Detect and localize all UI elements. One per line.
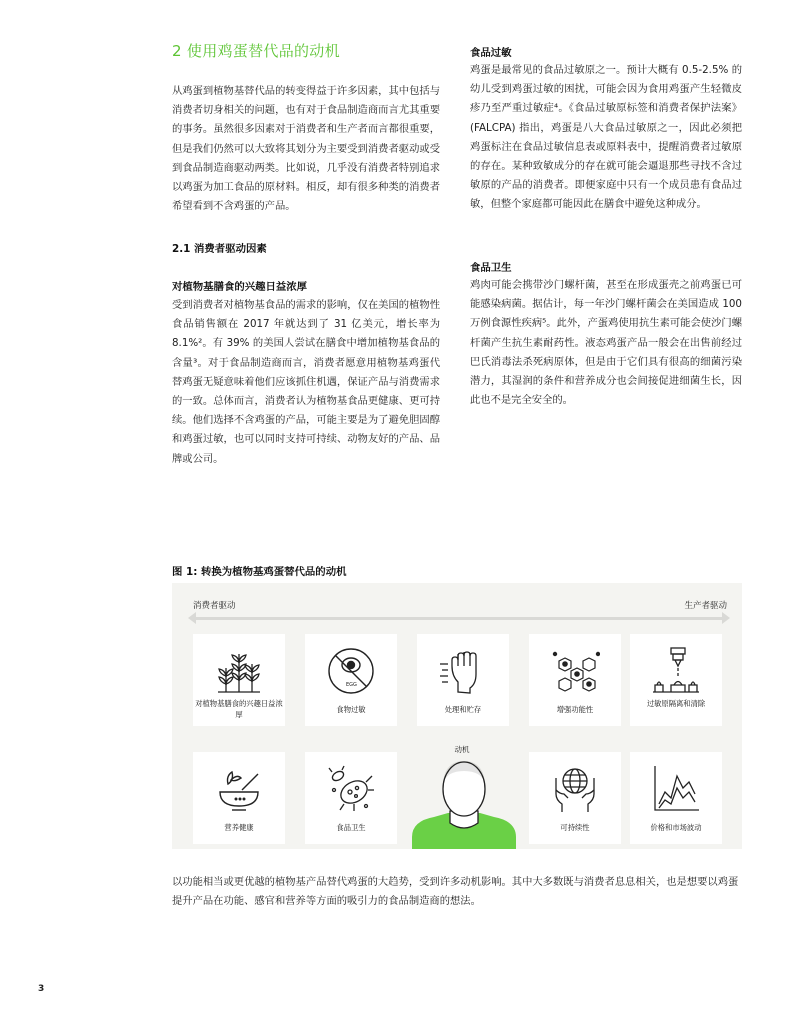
card-plant-diet — [193, 634, 285, 726]
card-label: 处理和贮存 — [444, 705, 482, 714]
card-allergen-separation — [630, 634, 722, 726]
plant-diet-heading: 对植物基膳食的兴趣日益浓厚 — [172, 281, 308, 293]
card-label: 对植物基膳食的兴趣日益浓厚 — [195, 699, 283, 719]
figure-caption: 以功能相当或更优越的植物基产品替代鸡蛋的大趋势，受到许多动机影响。其中大多数既与消费者息息相关，也是想要以鸡蛋提升产品在功能、感官和营养等方面的吸引力的食品制造商的想法。 — [172, 876, 739, 908]
card-label: 食物过敏 — [336, 705, 366, 714]
card-handling-storage — [417, 634, 509, 726]
arrow-right-icon — [722, 612, 730, 624]
card-label: 过敏原隔离和清除 — [646, 699, 706, 708]
section-title: 2 使用鸡蛋替代品的动机 — [172, 42, 340, 60]
mortar-bowl-icon — [214, 764, 264, 814]
card-label: 可持续性 — [560, 823, 590, 832]
card-food-hygiene — [305, 752, 397, 844]
card-functionality — [529, 634, 621, 726]
consumer-driven-label: 消费者驱动 — [193, 601, 236, 611]
globe-hands-icon — [550, 764, 600, 814]
line-chart-icon — [651, 764, 701, 814]
plant-diet-paragraph: 受到消费者对植物基食品的需求的影响，仅在美国的植物性食品销售额在 2017 年就达到了 31 亿美元，增长率为 8.1%²。有 39% 的美国人尝试在膳食中增加植物基食品的含量³。对于食品制造商而言，消费者愿意用植物基鸡蛋代替鸡蛋无疑意味着他们应该抓住机遇，保证产品与消费需求的一致。总体而言，消费者认为植物基食品更健康、更可持续。他们选择不含鸡蛋的产品，可能主要是为了避免胆固醇和鸡蛋过敏，也可以同时支持可持续、动物友好的产品、品牌或公司。 — [172, 299, 440, 465]
driver-axis-line — [193, 617, 723, 620]
person-avatar-icon — [410, 755, 518, 849]
card-label: 增强功能性 — [556, 705, 594, 714]
card-label: 营养健康 — [224, 823, 254, 832]
card-price-volatility — [630, 752, 722, 844]
card-food-allergy — [305, 634, 397, 726]
card-nutrition — [193, 752, 285, 844]
glove-hand-icon — [438, 646, 488, 696]
card-sustainability — [529, 752, 621, 844]
page-number: 3 — [38, 984, 45, 994]
bacteria-icon — [326, 764, 376, 814]
producer-driven-label: 生产者驱动 — [684, 601, 727, 611]
plants-icon — [214, 646, 264, 696]
hygiene-paragraph: 鸡肉可能会携带沙门螺杆菌，甚至在形成蛋壳之前鸡蛋已可能感染病菌。据估计，每一年沙门螺杆菌会在美国造成 100 万例食源性疾病⁵。此外，产蛋鸡使用抗生素可能会使沙门螺杆菌产生抗生素耐药性。液态鸡蛋产品一般会在出售前经过巴氏消毒法杀死病原体，但是由于它们具有很高的细菌污染潜力，其湿润的条件和营养成分也会间接促进细菌生长，因此也不是完全安全的。 — [470, 279, 742, 407]
motivation-label: 动机 — [454, 745, 470, 754]
intro-paragraph: 从鸡蛋到植物基替代品的转变得益于许多因素，其中包括与消费者切身相关的问题，也有对于食品制造商而言尤其重要的事务。虽然很多因素对于消费者和生产者而言都很重要，但是我们仍然可以大致将其划分为主要受到消费者驱动或受到食品制造商驱动两类。比如说，几乎没有消费者特别追求以鸡蛋为加工食品的原材料。相反，却有很多种类的消费者希望看到不含鸡蛋的产品。 — [172, 85, 440, 213]
card-label: 食品卫生 — [336, 823, 366, 832]
allergy-paragraph: 鸡蛋是最常见的食品过敏原之一。预计大概有 0.5-2.5% 的幼儿受到鸡蛋过敏的困扰，可能会因为食用鸡蛋产生轻微皮疹乃至严重过敏症⁴。《食品过敏原标签和消费者保护法案》(FALCPA) 指出，鸡蛋是八大食品过敏原之一，因此必须把鸡蛋标注在食品过敏信息表或原料表中，提醒消费者过敏原的存在。某种致敏成分的存在就可能会逼退那些寻找不含过敏原的产品的消费者。即便家庭中只有一个成员患有食品过敏，但整个家庭都可能因此在膳食中避免这种成分。 — [470, 64, 742, 211]
figure-title: 图 1: 转换为植物基鸡蛋替代品的动机 — [172, 566, 347, 578]
no-egg-icon — [326, 646, 376, 696]
arrow-left-icon — [188, 612, 196, 624]
egg-text: EGG — [346, 682, 357, 688]
card-label: 价格和市场波动 — [650, 823, 702, 832]
allergy-heading: 食品过敏 — [470, 47, 512, 59]
subsection-title: 2.1 消费者驱动因素 — [172, 243, 267, 255]
dispenser-icon — [651, 646, 701, 696]
hygiene-heading: 食品卫生 — [470, 262, 512, 274]
molecule-icon — [550, 646, 600, 696]
